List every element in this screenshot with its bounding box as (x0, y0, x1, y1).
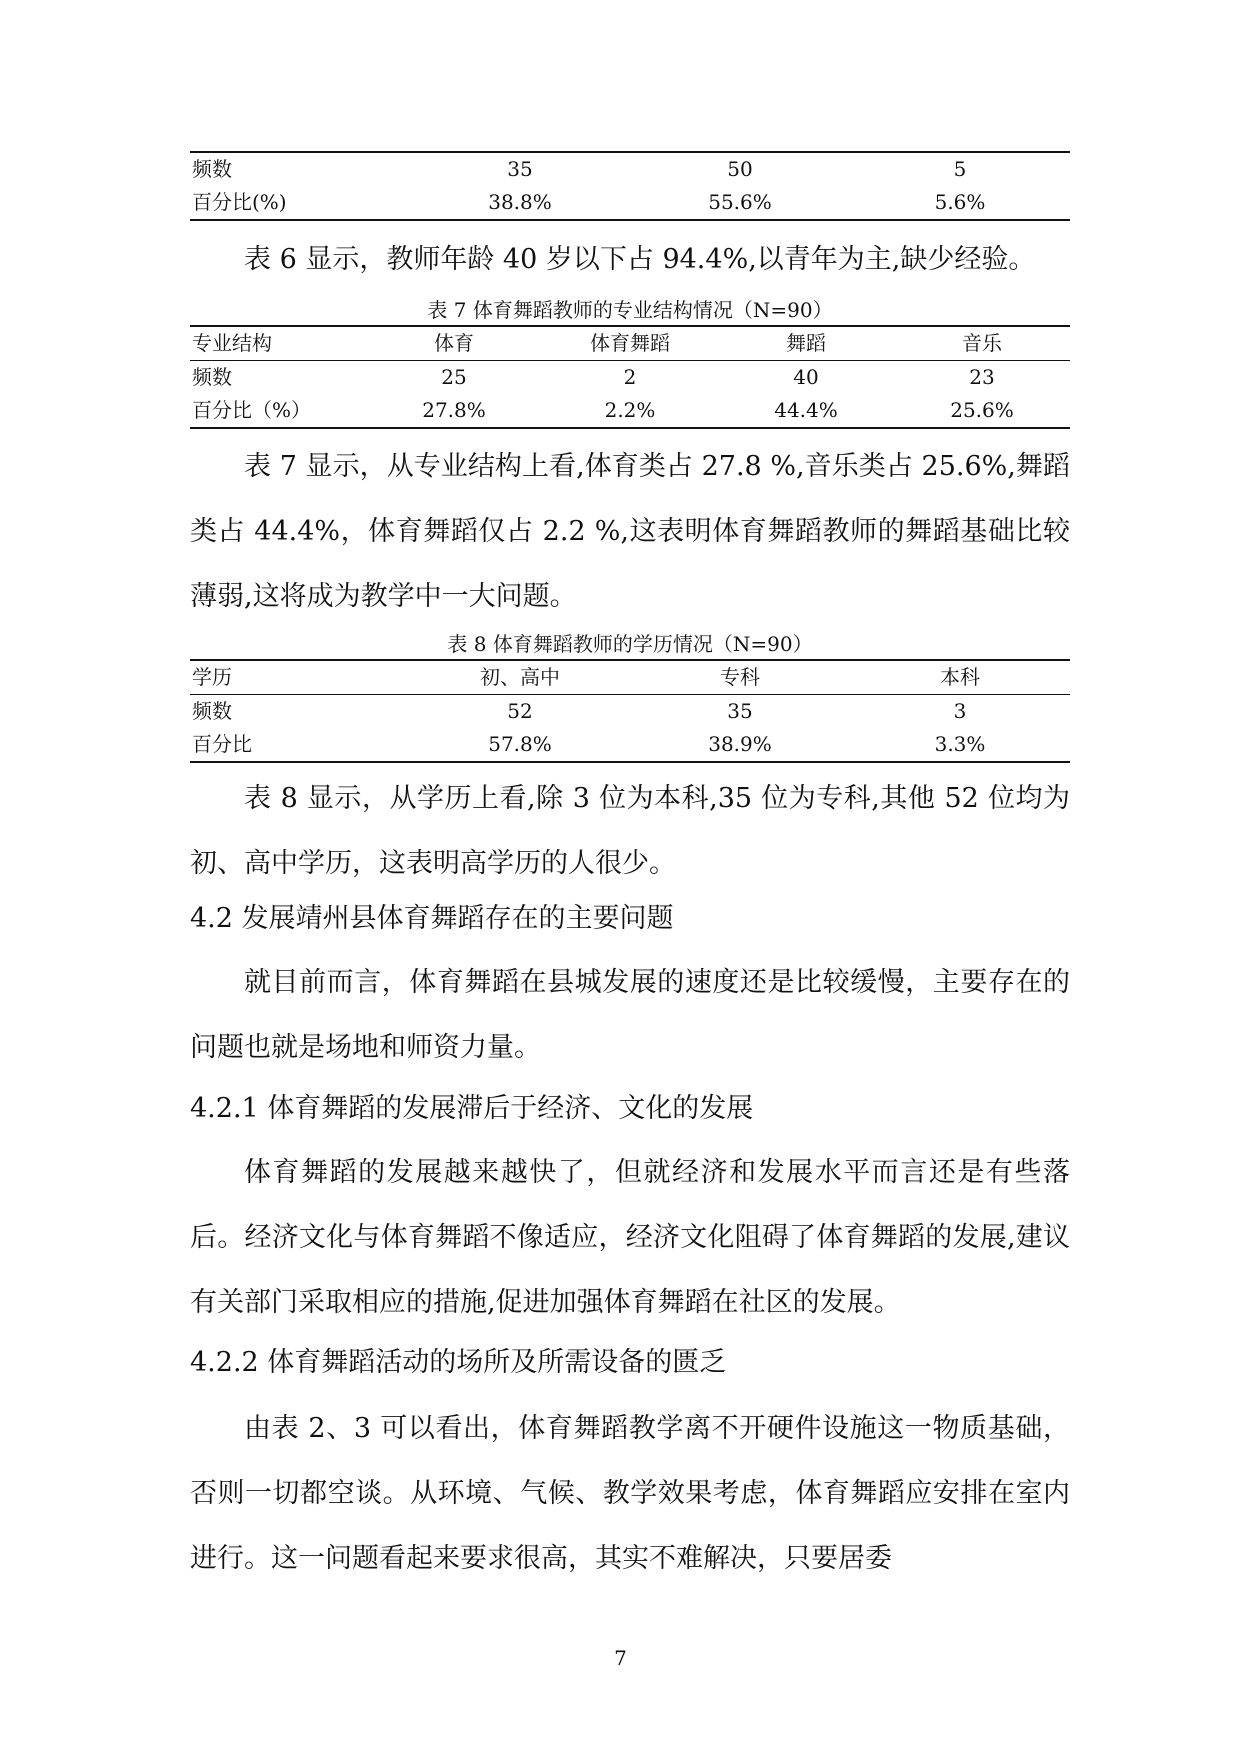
column-header: 学历 (190, 660, 410, 695)
cell: 3.3% (850, 728, 1070, 762)
table-row (190, 728, 1070, 762)
cell: 25.6% (894, 394, 1070, 428)
cell: 52 (507, 699, 533, 723)
table-row (190, 394, 1070, 428)
table-row (190, 152, 1070, 186)
section-heading-4-2-2: 4.2.2 体育舞蹈活动的场所及所需设备的匮乏 (190, 1347, 727, 1378)
page-number: 7 (614, 1646, 627, 1670)
table-header-row (190, 326, 1070, 361)
row-label: 频数 (190, 152, 410, 186)
column-header: 体育舞蹈 (542, 326, 718, 361)
cell: 23 (969, 365, 995, 389)
cell: 2 (623, 365, 637, 389)
table-row (190, 361, 1070, 395)
section-heading-4-2: 4.2 发展靖州县体育舞蹈存在的主要问题 (190, 903, 674, 934)
cell: 3 (953, 699, 967, 723)
cell: 57.8% (410, 728, 630, 762)
cell: 35 (727, 699, 753, 723)
cell: 44.4% (718, 394, 894, 428)
section-heading-4-2-1: 4.2.1 体育舞蹈的发展滞后于经济、文化的发展 (190, 1093, 754, 1124)
table-row (190, 695, 1070, 729)
table-7 (190, 325, 1070, 429)
table-row (190, 186, 1070, 220)
row-label: 百分比 (190, 728, 410, 762)
cell: 5.6% (850, 186, 1070, 220)
cell: 38.9% (630, 728, 850, 762)
cell: 40 (793, 365, 819, 389)
row-label: 频数 (192, 365, 232, 389)
column-header: 舞蹈 (718, 326, 894, 361)
column-header: 本科 (850, 660, 1070, 695)
cell: 5 (850, 152, 1070, 186)
table-7-caption: 表 7 体育舞蹈教师的专业结构情况（N=90） (427, 298, 833, 322)
column-header: 音乐 (894, 326, 1070, 361)
cell: 55.6% (630, 186, 850, 220)
table-header-row (190, 660, 1070, 695)
column-header: 初、高中 (410, 660, 630, 695)
paragraph-table-8: 表 8 显示，从学历上看,除 3 位为本科,35 位为专科,其他 52 位均为初、高中学历，这表明高学历的人很少。 (190, 783, 1070, 879)
paragraph-4-2-2: 由表 2、3 可以看出，体育舞蹈教学离不开硬件设施这一物质基础，否则一切都空谈。从环境、气候、教学效果考虑，体育舞蹈应安排在室内进行。这一问题看起来要求很高，其实不难解决，只要居委 (190, 1413, 1070, 1574)
cell: 50 (630, 152, 850, 186)
cell: 38.8% (410, 186, 630, 220)
paragraph-table-6: 表 6 显示，教师年龄 40 岁以下占 94.4%,以青年为主,缺少经验。 (244, 244, 1036, 275)
paragraph-table-7: 表 7 显示，从专业结构上看,体育类占 27.8 %,音乐类占 25.6%,舞蹈类占 44.4%，体育舞蹈仅占 2.2 %,这表明体育舞蹈教师的舞蹈基础比较薄弱,这将成为教学中一大问题。 (190, 451, 1070, 612)
cell: 2.2% (542, 394, 718, 428)
table-8 (190, 659, 1070, 763)
cell: 27.8% (366, 394, 542, 428)
column-header: 专科 (630, 660, 850, 695)
paragraph-4-2: 就目前而言，体育舞蹈在县城发展的速度还是比较缓慢，主要存在的问题也就是场地和师资力量。 (190, 967, 1070, 1063)
column-header: 体育 (366, 326, 542, 361)
row-label: 百分比（%） (190, 394, 366, 428)
cell: 25 (441, 365, 467, 389)
row-label: 百分比(%) (190, 186, 410, 220)
row-label: 频数 (192, 699, 232, 723)
cell: 35 (410, 152, 630, 186)
table-8-caption: 表 8 体育舞蹈教师的学历情况（N=90） (447, 632, 813, 656)
table-6-continued (190, 151, 1070, 221)
paragraph-4-2-1: 体育舞蹈的发展越来越快了，但就经济和发展水平而言还是有些落后。经济文化与体育舞蹈不像适应，经济文化阻碍了体育舞蹈的发展,建议有关部门采取相应的措施,促进加强体育舞蹈在社区的发展。 (190, 1157, 1070, 1318)
column-header: 专业结构 (190, 326, 366, 361)
